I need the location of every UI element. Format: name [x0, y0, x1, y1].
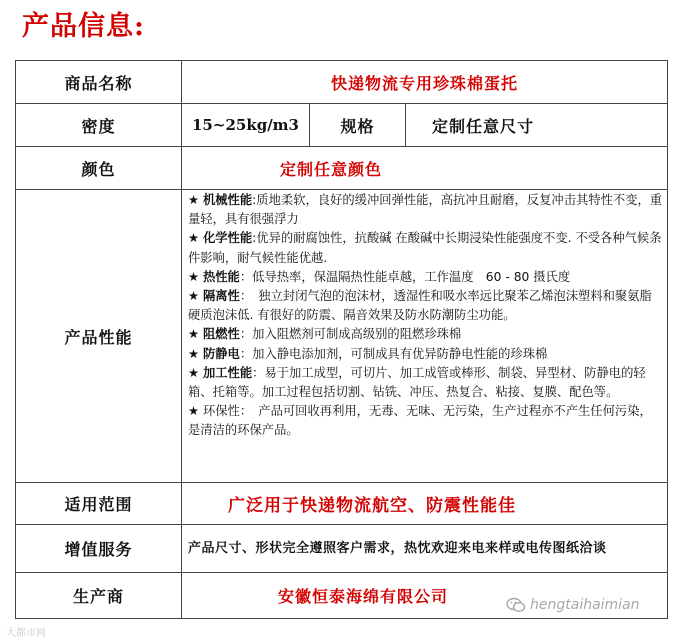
performance-item: ★ 热性能：低导热率，保温隔热性能卓越，工作温度 60 - 80 摄氏度 [188, 269, 571, 284]
table-row-color [16, 147, 668, 190]
table-row-performance [16, 190, 668, 483]
label-color: 颜色 [16, 147, 182, 190]
label-service: 增值服务 [16, 525, 182, 573]
page-heading: 产品信息: [22, 11, 145, 42]
table-row-name [16, 61, 668, 104]
value-maker: 安徽恒泰海绵有限公司 [182, 573, 668, 619]
performance-item: ★ 阻燃性：加入阻燃剂可制成高级别的阻燃珍珠棉 [188, 327, 462, 342]
star-icon: ★ [188, 365, 200, 380]
performance-item: ★ 加工性能：易于加工成型，可切片、加工成管或棒形、制袋、异型材、防静电的轻箱、托箱等。加工过程包括切割、钻铣、冲压、热复合、粘接、复膜、配色等。 [188, 365, 646, 400]
value-service: 产品尺寸、形状完全遵照客户需求，热忱欢迎来电来样或电传图纸洽谈 [182, 525, 668, 573]
label-usage: 适用范围 [16, 483, 182, 525]
label-density: 密度 [16, 104, 182, 147]
label-product-name: 商品名称 [16, 61, 182, 104]
value-color: 定制任意颜色 [182, 147, 668, 190]
performance-item: ★ 化学性能:优异的耐腐蚀性，抗酸碱 在酸碱中长期浸染性能强度不变. 不受各种气候条件影响，耐气候性能优越. [188, 231, 662, 265]
label-maker: 生产商 [16, 573, 182, 619]
performance-item: ★ 机械性能:质地柔软，良好的缓冲回弹性能，高抗冲且耐磨，反复冲击其特性不变，重量轻，具有很强浮力 [188, 193, 663, 227]
star-icon: ★ [188, 327, 200, 342]
star-icon: ★ [188, 231, 200, 246]
value-density: 15~25kg/m3 [182, 104, 310, 147]
watermark-right [506, 597, 640, 613]
watermark-right-text: hengtaihaimian [530, 597, 640, 613]
performance-list [182, 190, 668, 483]
label-spec: 规格 [310, 104, 406, 147]
watermark-left: 大都市网 [6, 628, 46, 639]
value-product-name: 快递物流专用珍珠棉蛋托 [182, 61, 668, 104]
product-info-table [15, 60, 668, 619]
star-icon: ★ [188, 346, 200, 361]
table-row-service [16, 525, 668, 573]
table-row-usage [16, 483, 668, 525]
performance-item: ★ 防静电：加入静电添加剂，可制成具有优异防静电性能的珍珠棉 [188, 346, 548, 361]
star-icon: ★ [188, 289, 200, 304]
star-icon: ★ [188, 193, 200, 207]
wechat-icon [506, 597, 526, 613]
label-performance: 产品性能 [16, 190, 182, 483]
performance-item: ★ 环保性： 产品可回收再利用，无毒、无味、无污染，生产过程亦不产生任何污染，是清洁的环保产品。 [188, 404, 652, 438]
value-usage: 广泛用于快递物流航空、防震性能佳 [182, 483, 668, 525]
star-icon: ★ [188, 404, 200, 419]
value-spec: 定制任意尺寸 [406, 104, 668, 147]
performance-item: ★ 隔离性： 独立封闭气泡的泡沫材，透湿性和吸水率远比聚苯乙烯泡沫塑料和聚氨脂硬质泡沫低. 有很好的防震、隔音效果及防水防潮防尘功能。 [188, 289, 652, 323]
table-row-density [16, 104, 668, 147]
star-icon: ★ [188, 269, 200, 284]
